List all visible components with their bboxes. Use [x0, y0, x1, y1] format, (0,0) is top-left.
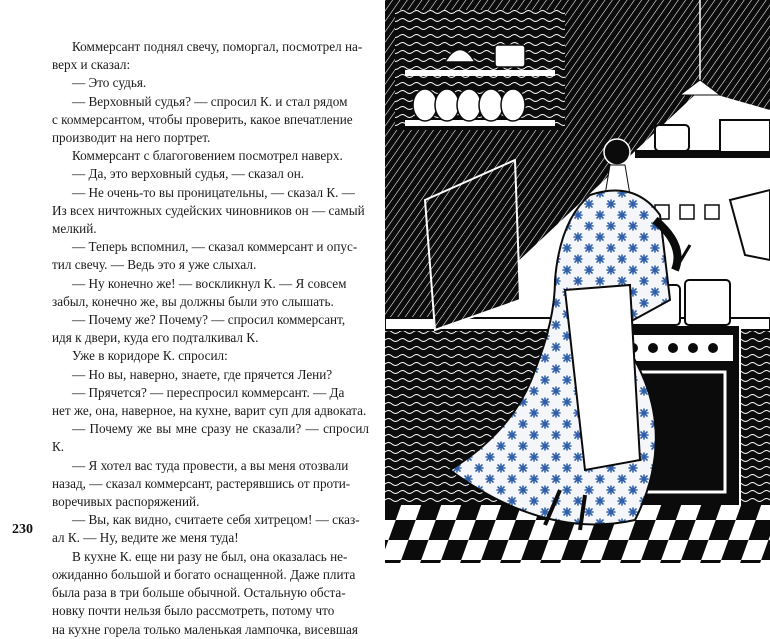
page-number: 230 — [12, 522, 33, 537]
text-line: — Это судья. — [72, 75, 147, 91]
text-line: мелкий. — [52, 221, 97, 237]
text-line: идя к двери, куда его подталкивал К. — [52, 330, 259, 346]
text-line: ожиданно большой и богато оснащенной. Даже плита — [52, 566, 356, 582]
text-line: — Не очень-то вы проницательны, — сказал К. — — [72, 184, 355, 200]
text-line: — Вы, как видно, считаете себя хитрецом! — сказ- — [72, 512, 360, 528]
text-line: забыл, конечно же, вы должны были это слышать. — [52, 293, 334, 309]
text-line: с коммерсантом, чтобы проверить, какое впечатление — [52, 111, 353, 127]
text-line: тил свечу. — Ведь это я уже слыхал. — [52, 257, 257, 273]
kitchen-illustration — [385, 0, 770, 563]
text-line: нет же, она, наверное, на кухне, варит суп для адвоката. — [52, 403, 367, 419]
text-line: — Почему же вы мне сразу не сказали? — спросил К. — [52, 421, 369, 455]
text-line: — Да, это верховный судья, — сказал он. — [72, 166, 305, 182]
text-line: — Теперь вспомнил, — сказал коммерсант и опус- — [72, 239, 358, 255]
text-line: Коммерсант с благоговением посмотрел наверх. — [72, 148, 343, 164]
text-line: новку почти нельзя было рассмотреть, потому что — [52, 603, 335, 619]
illustration-page — [385, 0, 770, 563]
text-line: — Ну конечно же! — воскликнул К. — Я совсем — [72, 275, 347, 291]
text-line: назад, — сказал коммерсант, растерявшись от проти- — [52, 475, 351, 491]
text-line: В кухне К. еще ни разу не был, она оказалась не- — [72, 548, 348, 564]
pot-icon — [655, 125, 689, 151]
text-line: Уже в коридоре К. спросил: — [72, 348, 228, 364]
text-line: Коммерсант поднял свечу, поморгал, посмотрел на- — [72, 39, 363, 54]
text-line: — Я хотел вас туда провести, а вы меня отозвали — [72, 457, 349, 473]
text-line: была раза в три больше обычной. Остальную обста- — [52, 585, 346, 601]
body-text — [52, 38, 369, 639]
text-line: на кухне горела только маленькая лампочка, висевшая — [52, 621, 358, 637]
text-line: воречивых распоряжений. — [52, 494, 200, 510]
text-line: — Прячется? — переспросил коммерсант. — Да — [72, 384, 345, 400]
text-line: — Верховный судья? — спросил К. и стал рядом — [72, 93, 348, 109]
text-line: ал К. — Ну, ведите же меня туда! — [52, 530, 239, 546]
text-line: производит на него портрет. — [52, 130, 211, 146]
text-line: — Почему же? Почему? — спросил коммерсант, — [72, 312, 346, 328]
left-page — [0, 0, 385, 637]
text-line: — Но вы, наверно, знаете, где прячется Лени? — [72, 366, 333, 382]
text-line: верх и сказал: — [52, 57, 131, 73]
text-line: Из всех ничтожных судейских чиновников он — самый — [52, 202, 365, 218]
